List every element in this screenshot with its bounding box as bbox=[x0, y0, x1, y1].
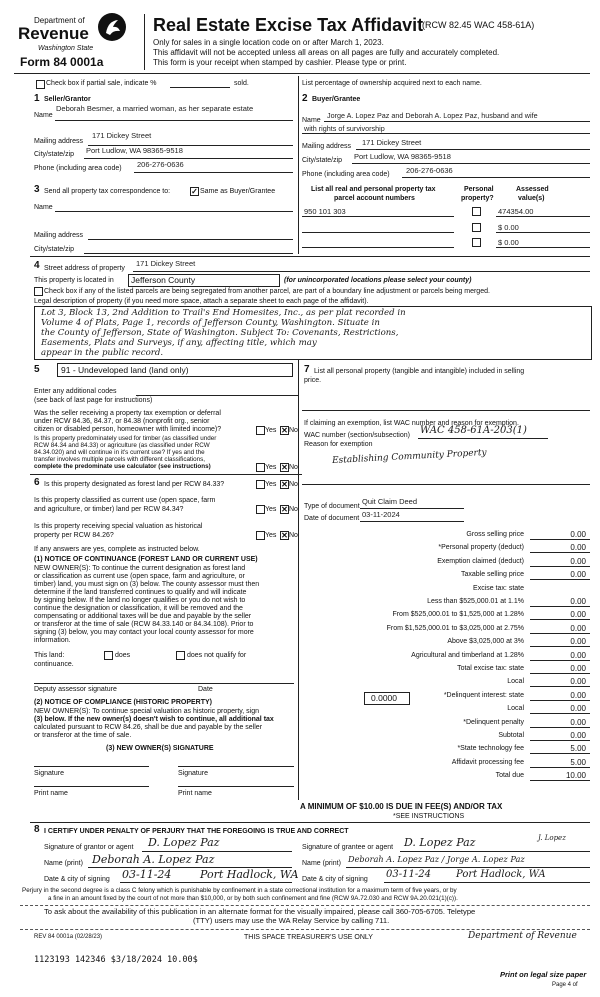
current-use-yes-label: Yes bbox=[265, 506, 277, 513]
notice-1-c: timber) land, you must sign on (3) below. The county assessor must then bbox=[34, 581, 260, 588]
tax-row-underline bbox=[530, 606, 590, 607]
owner-sig-label-1: Signature bbox=[34, 770, 64, 777]
timber-yes-label: Yes bbox=[265, 464, 277, 471]
q-forest: Is this property designated as forest land per RCW 84.33? bbox=[44, 481, 225, 488]
legal-desc-label: Legal description of property (if you need more space, attach a separate sheet to each page of the affidavit). bbox=[34, 298, 369, 305]
sec7-number: 7 bbox=[304, 364, 310, 375]
tax-row-underline bbox=[530, 660, 590, 661]
notice-1-heading: (1) NOTICE OF CONTINUANCE (FOREST LAND OR CURRENT USE) bbox=[34, 556, 258, 563]
local-rate-box[interactable] bbox=[364, 692, 410, 705]
seller-name-label: Name bbox=[34, 112, 53, 119]
sec3-name-label: Name bbox=[34, 204, 53, 211]
q-timber-4: transfer involves multiple parcels with different classifications, bbox=[34, 456, 206, 463]
seller-city-field[interactable]: Port Ludlow, WA 98365-9518 bbox=[86, 146, 183, 155]
seller-mail-label: Mailing address bbox=[34, 138, 84, 145]
grantee-name-label: Name (print) bbox=[302, 860, 341, 867]
if-any-yes: If any answers are yes, complete as instructed below. bbox=[34, 546, 200, 553]
tax-row-underline bbox=[530, 700, 590, 701]
header-line-3: This form is your receipt when stamped by cashier. Please type or print. bbox=[153, 58, 407, 67]
buyer-mail-field[interactable]: 171 Dickey Street bbox=[362, 138, 422, 147]
tax-row-label: *State technology fee bbox=[457, 745, 524, 753]
notice-1-d: determine if the land transferred continues to qualify and will indicate bbox=[34, 589, 247, 596]
notice-1-j: signing (3) below, you may contact your local county assessor for more bbox=[34, 629, 254, 636]
assessed-col-header-1: Assessed bbox=[516, 186, 549, 193]
tax-row-value[interactable]: 0.00 bbox=[570, 610, 586, 620]
historic-yes-label: Yes bbox=[265, 532, 277, 539]
notice-2-b: (3) below. If the new owner(s) doesn't wish to continue, all additional tax bbox=[34, 716, 274, 723]
current-use-no-label: No bbox=[289, 506, 298, 513]
partial-sale-checkbox[interactable] bbox=[36, 80, 45, 89]
deputy-sig-label: Deputy assessor signature bbox=[34, 686, 117, 693]
notice-1-f: continue the designation or classification, it will be removed and the bbox=[34, 605, 243, 612]
reason-label: Reason for exemption bbox=[304, 441, 373, 448]
sec5-number: 5 bbox=[34, 364, 40, 375]
land-does-not-checkbox[interactable] bbox=[176, 651, 185, 660]
tax-row-label: Local bbox=[507, 705, 524, 713]
new-owner-sig-heading: (3) NEW OWNER(S) SIGNATURE bbox=[106, 745, 214, 752]
tax-row-value[interactable]: 0.00 bbox=[570, 731, 586, 740]
notice-1-i: or transferor at the time of sale (RCW 84.33.140 or 84.34.108). Prior to bbox=[34, 621, 254, 628]
grantor-sig-label: Signature of grantor or agent bbox=[44, 844, 134, 851]
claim-exemption-label: If claiming an exemption, list WAC number and reason for exemption. bbox=[304, 420, 519, 427]
grantor-name-label: Name (print) bbox=[44, 860, 83, 867]
tax-row-underline bbox=[530, 713, 590, 714]
notice-2-heading: (2) NOTICE OF COMPLIANCE (HISTORIC PROPERTY) bbox=[34, 699, 212, 706]
q-timber-3: 84.34.020) and will continue in it's current use? If yes and the bbox=[34, 449, 205, 456]
sec7-label-2: price. bbox=[304, 377, 322, 384]
sec1-number: 1 bbox=[34, 93, 40, 104]
legal-desc-box[interactable] bbox=[34, 306, 592, 360]
q-exemption-3: citizen or disabled person, homeowner with limited income)? bbox=[34, 426, 222, 433]
exemption-no-checkbox[interactable]: ✕ bbox=[281, 426, 288, 435]
seller-city-label: City/state/zip bbox=[34, 151, 75, 158]
tax-row-underline bbox=[530, 566, 590, 567]
tax-row-value[interactable]: 0.00 bbox=[570, 677, 586, 687]
notice-2-a: NEW OWNER(S): To continue special valuation as historic property, sign bbox=[34, 708, 259, 715]
partial-sale-label: Check box if partial sale, indicate % bbox=[46, 80, 157, 87]
seller-heading: Seller/Grantor bbox=[44, 96, 91, 103]
uninc-note: (for unincorporated locations please select your county) bbox=[284, 277, 472, 284]
assessed-value-1[interactable]: 474354.00 bbox=[498, 207, 534, 216]
sec3-number: 3 bbox=[34, 184, 40, 195]
tax-row-underline bbox=[530, 646, 590, 647]
buyer-name-label: Name bbox=[302, 117, 321, 124]
seller-phone-label: Phone (including area code) bbox=[34, 165, 122, 172]
seller-mail-field[interactable]: 171 Dickey Street bbox=[92, 131, 152, 140]
tax-row-underline bbox=[530, 780, 590, 781]
tax-row-label: Exemption claimed (deduct) bbox=[437, 557, 524, 565]
alt-format-line-1: To ask about the availability of this publication in an alternate format for the visually impaired, please call 360-705-6705. Teletype bbox=[44, 907, 476, 916]
certify-label: I CERTIFY UNDER PENALTY OF PERJURY THAT THE FOREGOING IS TRUE AND CORRECT bbox=[44, 828, 349, 835]
revenue-logo-text: Revenue bbox=[18, 24, 89, 43]
addl-codes-label: Enter any additional codes bbox=[34, 388, 117, 395]
notice-2-c: calculated pursuant to RCW 84.26, shall be due and payable by the seller bbox=[34, 724, 263, 731]
personal-checkbox-1[interactable] bbox=[472, 207, 481, 216]
exemption-yes-checkbox[interactable] bbox=[256, 426, 265, 435]
tax-row-label: Total excise tax: state bbox=[457, 665, 524, 672]
tax-row-value[interactable]: 0.00 bbox=[570, 530, 586, 539]
q-current-use-1: Is this property classified as current use (open space, farm bbox=[34, 497, 216, 504]
grantee-city-field[interactable]: Port Hadlock, WA bbox=[456, 869, 546, 880]
grantee-signature[interactable]: D. Lopez Paz bbox=[404, 836, 476, 849]
q-historic-1: Is this property receiving special valuation as historical bbox=[34, 523, 203, 530]
land-does-not-label: does not qualify for bbox=[187, 652, 247, 659]
historic-no-checkbox[interactable]: ✕ bbox=[281, 531, 288, 540]
assessed-value-2[interactable]: $ 0.00 bbox=[498, 223, 519, 232]
tax-row-underline bbox=[530, 579, 590, 580]
tax-row-label: *Delinquent interest: state bbox=[443, 691, 524, 699]
tax-row-value[interactable]: 0.00 bbox=[570, 597, 586, 606]
tax-row-value[interactable]: 0.00 bbox=[570, 704, 586, 714]
tax-row-underline bbox=[530, 673, 590, 674]
notice-1-e: by signing below. If the land no longer qualifies or you do not wish to bbox=[34, 597, 246, 604]
grantee-date-field[interactable]: 03-11-24 bbox=[386, 869, 431, 880]
partial-sold-label: sold. bbox=[234, 80, 249, 87]
tax-row-underline bbox=[530, 619, 590, 620]
tax-row-value[interactable]: 5.00 bbox=[570, 744, 586, 754]
dept-revenue-handwritten: Department of Revenue bbox=[468, 931, 577, 941]
located-label: This property is located in bbox=[34, 277, 114, 284]
tax-row-label: Agricultural and timberland at 1.28% bbox=[411, 651, 524, 659]
grantee-sig-label: Signature of grantee or agent bbox=[302, 844, 394, 851]
doc-date-field[interactable]: 03-11-2024 bbox=[362, 510, 400, 519]
legal-desc-line-5: appear in the public record. bbox=[41, 348, 164, 358]
local-rate-value: 0.0000 bbox=[371, 693, 397, 703]
sec3-label: Send all property tax correspondence to: bbox=[44, 188, 171, 195]
grantor-name-field[interactable]: Deborah A. Lopez Paz bbox=[92, 853, 215, 866]
segregated-label: Check box if any of the listed parcels are being segregated from another parcel, are part of a boundary line adjustment or parcels being merged. bbox=[44, 288, 490, 295]
perjury-line-2: a fine in an amount fixed by the court of not more than $10,000, or by both such confinement and fine (RCW 9A.72.030 and RCW 9A.20.021(1)(c)). bbox=[48, 895, 458, 902]
tax-row-value[interactable]: 10.00 bbox=[565, 771, 586, 781]
grantee-date-label: Date & city of signing bbox=[302, 876, 368, 883]
current-use-no-checkbox[interactable]: ✕ bbox=[281, 505, 288, 514]
county-value: Jefferson County bbox=[131, 275, 196, 285]
sec4-number: 4 bbox=[34, 260, 40, 271]
dor-logo-icon bbox=[98, 13, 126, 41]
addl-codes-see: (see back of last page for instructions) bbox=[34, 397, 153, 404]
tax-row-label: Subtotal bbox=[498, 732, 524, 739]
legal-desc-line-1: Lot 3, Block 13, 2nd Addition to Trail's End Homesites, Inc., as per plat recorded in bbox=[41, 308, 406, 318]
notice-2-d: or transferor at the time of sale. bbox=[34, 732, 132, 739]
street-field[interactable]: 171 Dickey Street bbox=[136, 259, 196, 268]
grantor-date-label: Date & city of signing bbox=[44, 876, 110, 883]
treasurer-use: THIS SPACE TREASURER'S USE ONLY bbox=[244, 934, 373, 941]
state-label: Washington State bbox=[38, 45, 94, 52]
historic-yes-checkbox[interactable] bbox=[256, 531, 265, 540]
notice-1-b: or classification as current use (open space, farm and agriculture, or bbox=[34, 573, 245, 580]
forest-yes-checkbox[interactable] bbox=[256, 480, 265, 489]
this-land-label: This land: bbox=[34, 652, 65, 659]
deputy-date-label: Date bbox=[198, 686, 213, 693]
land-does-label: does bbox=[115, 652, 131, 659]
grantor-signature[interactable]: D. Lopez Paz bbox=[148, 836, 220, 849]
personal-checkbox-2[interactable] bbox=[472, 223, 481, 232]
tax-row-label: *Personal property (deduct) bbox=[438, 544, 524, 552]
assessed-value-3[interactable]: $ 0.00 bbox=[498, 238, 519, 247]
historic-no-label: No bbox=[289, 532, 298, 539]
sec3-city-label: City/state/zip bbox=[34, 246, 75, 253]
buyer-heading: Buyer/Grantee bbox=[312, 96, 361, 103]
legal-desc-line-2: Volume 4 of Plats, Page 1, records of Jefferson County, Washington. Situate in bbox=[41, 318, 380, 328]
notice-1-a: NEW OWNER(S): To continue the current designation as forest land bbox=[34, 565, 246, 572]
legal-desc-line-4: Easements, Plats and Surveys, if any, affecting title, which may bbox=[41, 338, 317, 348]
tax-row-value[interactable]: 0.00 bbox=[570, 543, 586, 553]
grantor-date-field[interactable]: 03-11-24 bbox=[122, 868, 172, 881]
legal-desc-line-3: the County of Jefferson, State of Washington. Subject To: Covenants, Restrictions, bbox=[41, 328, 399, 338]
parcel-col-header-1: List all real and personal property tax bbox=[311, 186, 436, 193]
tax-row-label: From $1,525,000.01 to $3,025,000 at 2.75% bbox=[386, 624, 524, 632]
buyer-name-field-2[interactable]: with rights of survivorship bbox=[304, 124, 385, 133]
seller-phone-field[interactable]: 206-276-0636 bbox=[137, 160, 184, 169]
buyer-city-label: City/state/zip bbox=[302, 157, 343, 164]
timber-yes-checkbox[interactable] bbox=[256, 463, 265, 472]
list-pct-label: List percentage of ownership acquired next to each name. bbox=[302, 80, 482, 87]
recording-stamp: 1123193 142346 $3/18/2024 10.00$ bbox=[34, 955, 198, 965]
tax-row-underline bbox=[530, 727, 590, 728]
reason-field[interactable]: Establishing Community Property bbox=[331, 447, 487, 467]
tax-row-value[interactable]: 0.00 bbox=[570, 650, 586, 660]
tax-row-value[interactable]: 0.00 bbox=[570, 664, 586, 673]
page-indicator: Page 4 of bbox=[552, 982, 578, 988]
perjury-line-1: Perjury in the second degree is a class C felony which is punishable by confinement in a state correctional institution for a maximum term of five years, or by bbox=[22, 887, 457, 894]
buyer-phone-field[interactable]: 206-276-0636 bbox=[406, 166, 453, 175]
header-line-1: Only for sales in a single location code on or after March 1, 2023. bbox=[153, 38, 384, 47]
personal-col-header-1: Personal bbox=[464, 186, 494, 193]
rev-number: REV 84 0001a (02/28/23) bbox=[34, 934, 103, 940]
tax-row-underline bbox=[530, 740, 590, 741]
same-as-buyer-checkbox[interactable]: ✓ bbox=[191, 187, 198, 196]
land-use-value: 91 - Undeveloped land (land only) bbox=[61, 365, 189, 375]
tax-row-label: Above $3,025,000 at 3% bbox=[447, 638, 524, 646]
grantee-name-field[interactable]: Deborah A. Lopez Paz / Jorge A. Lopez Paz bbox=[348, 854, 525, 864]
tax-row-underline bbox=[530, 686, 590, 687]
grantee-signature-2[interactable]: J. Lopez bbox=[538, 834, 566, 842]
owner-sig-label-2: Signature bbox=[178, 770, 208, 777]
notice-1-k: information. bbox=[34, 637, 71, 644]
tax-row-label: Taxable selling price bbox=[460, 571, 524, 579]
tax-row-label: Affidavit processing fee bbox=[451, 758, 524, 766]
county-select[interactable] bbox=[128, 274, 280, 287]
forest-yes-label: Yes bbox=[265, 481, 277, 488]
tax-row-label: *Delinquent penalty bbox=[463, 718, 524, 726]
tax-row-value[interactable]: 0.00 bbox=[570, 637, 586, 647]
segregated-checkbox[interactable] bbox=[34, 287, 43, 296]
tax-row-underline bbox=[530, 767, 590, 768]
forest-no-checkbox[interactable]: ✕ bbox=[281, 480, 288, 489]
buyer-city-field[interactable]: Port Ludlow, WA 98365-9518 bbox=[354, 152, 451, 161]
tax-row-label: Local bbox=[507, 678, 524, 686]
tax-row-underline bbox=[530, 539, 590, 540]
tax-row-value[interactable]: 0.00 bbox=[570, 717, 586, 727]
tax-row-label: Excise tax: state bbox=[473, 584, 524, 592]
q-exemption-1: Was the seller receiving a property tax exemption or deferral bbox=[34, 410, 221, 417]
tax-row-value[interactable]: 0.00 bbox=[570, 623, 586, 633]
personal-checkbox-3[interactable] bbox=[472, 238, 481, 247]
owner-print-label-1: Print name bbox=[34, 790, 68, 797]
continuance-label: continuance. bbox=[34, 661, 74, 668]
q-exemption-2: under RCW 84.36, 84.37, or 84.38 (nonprofit org., senior bbox=[34, 418, 210, 425]
current-use-yes-checkbox[interactable] bbox=[256, 505, 265, 514]
header-line-2: This affidavit will not be accepted unless all areas on all pages are fully and accurately completed. bbox=[153, 48, 500, 57]
sec8-number: 8 bbox=[34, 824, 40, 835]
parcel-col-header-2: parcel account numbers bbox=[334, 195, 415, 202]
q-timber-5: complete the predominate use calculator (see instructions) bbox=[34, 463, 211, 470]
q-current-use-2: and agriculture, or timber) land per RCW 84.34? bbox=[34, 506, 184, 513]
sec7-label: List all personal property (tangible and intangible) included in selling bbox=[314, 368, 525, 375]
seller-name-field[interactable]: Deborah Besmer, a married woman, as her separate estate bbox=[56, 104, 254, 113]
parcel-number-1[interactable]: 950 101 303 bbox=[304, 207, 346, 216]
doc-type-field[interactable]: Quit Claim Deed bbox=[362, 497, 418, 506]
legal-size-note: Print on legal size paper bbox=[500, 970, 587, 979]
dept-label: Department of bbox=[34, 16, 85, 25]
tax-row-label: Less than $525,000.01 at 1.1% bbox=[427, 598, 524, 605]
form-rcw: (RCW 82.45 WAC 458-61A) bbox=[422, 20, 535, 30]
wac-label: WAC number (section/subsection) bbox=[304, 432, 410, 439]
buyer-phone-label: Phone (including area code) bbox=[302, 171, 390, 178]
owner-print-label-2: Print name bbox=[178, 790, 212, 797]
see-instructions: *SEE INSTRUCTIONS bbox=[393, 813, 465, 820]
land-use-select[interactable] bbox=[57, 363, 293, 377]
sec3-mail-label: Mailing address bbox=[34, 232, 84, 239]
form-number: Form 84 0001a bbox=[20, 55, 104, 69]
assessed-col-header-2: value(s) bbox=[518, 195, 545, 202]
buyer-name-field-1[interactable]: Jorge A. Lopez Paz and Deborah A. Lopez Paz, husband and wife bbox=[327, 111, 538, 120]
alt-format-line-2: (TTY) users may use the WA Relay Service by calling 711. bbox=[193, 916, 390, 925]
doc-date-label: Date of document bbox=[304, 515, 360, 522]
buyer-mail-label: Mailing address bbox=[302, 143, 352, 150]
land-does-checkbox[interactable] bbox=[104, 651, 113, 660]
q-timber-1: Is this property predominately used for timber (as classified under bbox=[34, 435, 217, 442]
personal-col-header-2: property? bbox=[461, 195, 494, 202]
tax-row-underline bbox=[530, 633, 590, 634]
q-historic-2: property per RCW 84.26? bbox=[34, 532, 114, 539]
q-timber-2: RCW 84.34 and 84.33) or agriculture (as classified under RCW bbox=[34, 442, 210, 449]
notice-1-g: compensating or additional taxes will be due and payable by the seller bbox=[34, 613, 252, 620]
tax-row-value[interactable]: 5.00 bbox=[570, 757, 586, 767]
forest-no-label: No bbox=[289, 481, 298, 488]
timber-no-label: No bbox=[289, 464, 298, 471]
same-as-buyer-label: Same as Buyer/Grantee bbox=[200, 188, 276, 195]
exemption-no-label: No bbox=[289, 427, 298, 434]
form-title: Real Estate Excise Tax Affidavit bbox=[153, 15, 424, 35]
tax-row-underline bbox=[530, 753, 590, 754]
wac-field[interactable]: WAC 458-61A-203(1) bbox=[420, 425, 527, 436]
exemption-yes-label: Yes bbox=[265, 427, 277, 434]
tax-row-label: Gross selling price bbox=[466, 531, 524, 538]
tax-row-label: From $525,000.01 to $1,525,000 at 1.28% bbox=[392, 611, 524, 619]
grantor-city-field[interactable]: Port Hadlock, WA bbox=[200, 868, 299, 881]
tax-row-value[interactable]: 0.00 bbox=[570, 556, 586, 566]
timber-no-checkbox[interactable]: ✕ bbox=[281, 463, 288, 472]
tax-row-value[interactable]: 0.00 bbox=[570, 570, 586, 580]
doc-type-label: Type of document bbox=[304, 503, 360, 510]
minimum-due-note: A MINIMUM OF $10.00 IS DUE IN FEE(S) AND/OR TAX bbox=[300, 802, 503, 811]
tax-row-underline bbox=[530, 552, 590, 553]
tax-row-label: Total due bbox=[495, 772, 524, 780]
tax-row-value[interactable]: 0.00 bbox=[570, 690, 586, 700]
street-label: Street address of property bbox=[44, 265, 125, 272]
sec2-number: 2 bbox=[302, 93, 308, 104]
sec6-number: 6 bbox=[34, 477, 40, 488]
